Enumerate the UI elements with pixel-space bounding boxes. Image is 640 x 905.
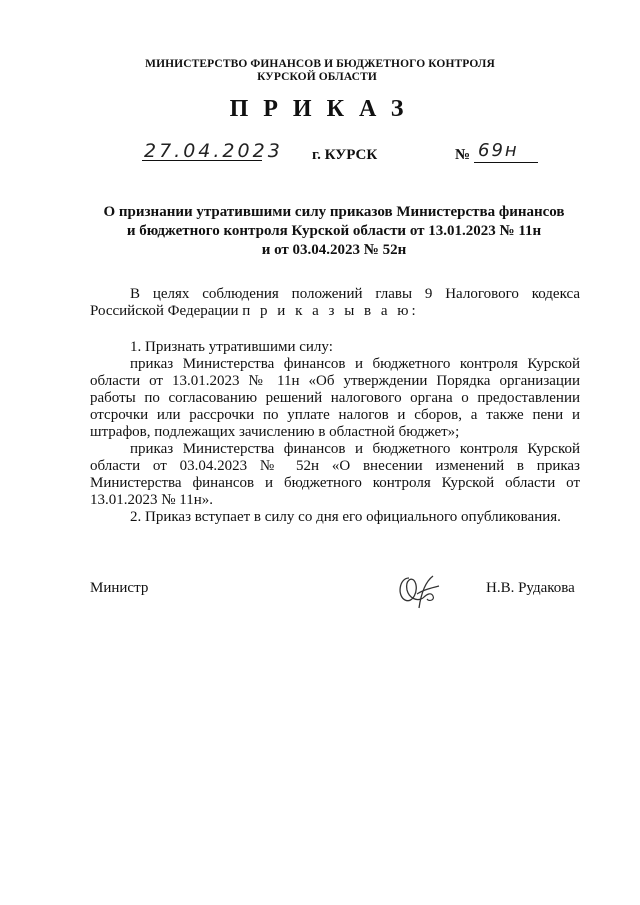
signatory-name: Н.В. Рудакова (486, 580, 575, 596)
handwritten-date: 27.04.2023 (144, 140, 283, 162)
subject-line1: О признании утратившими силу приказов Министерства финансов (103, 204, 565, 220)
subject-line2: и бюджетного контроля Курской области от 13.01.2023 № 11н (126, 223, 542, 239)
document-subject (90, 203, 578, 260)
item1-subitem1: приказ Министерства финансов и бюджетного контроля Курской области от 13.01.2023 № 11н «Об утверждении Порядка организации работы по согласованию решений налогового органа о предоставлении отсрочки или рассрочки по уплате налогов и сборов, а также пени и штрафов, подлежащих зачислению в областной бюджет»; (90, 356, 580, 440)
document-city: г. КУРСК (312, 147, 378, 163)
intro-text: В целях соблюдения положений главы 9 Налогового кодекса Российской Федерации (90, 286, 580, 319)
ministry-header (0, 58, 640, 84)
item1-subitem2: приказ Министерства финансов и бюджетного контроля Курской области от 03.04.2023 № 52н «О внесении изменений в приказ Министерства финансов и бюджетного контроля Курской области от 13.01.2023 № 11н». (90, 441, 580, 508)
intro-paragraph (90, 286, 580, 320)
intro-tail: : (411, 303, 416, 319)
handwritten-number: 69н (478, 140, 519, 161)
number-sign: № (455, 147, 471, 163)
item1-heading: 1. Признать утратившими силу: (130, 339, 333, 355)
item2-paragraph: 2. Приказ вступает в силу со дня его официального опубликования. (130, 509, 561, 525)
number-underline (474, 162, 538, 163)
date-underline (142, 160, 262, 161)
handwritten-signature (395, 572, 445, 617)
document-title: ПРИКАЗ (229, 96, 419, 122)
document-body (90, 286, 580, 526)
order-word: п р и к а з ы в а ю (242, 303, 412, 319)
subject-line3: и от 03.04.2023 № 52н (261, 242, 407, 258)
ministry-name-line1: МИНИСТЕРСТВО ФИНАНСОВ И БЮДЖЕТНОГО КОНТРОЛЯ (145, 58, 495, 70)
signatory-role: Министр (90, 580, 149, 596)
ministry-name-line2: КУРСКОЙ ОБЛАСТИ (257, 71, 377, 83)
